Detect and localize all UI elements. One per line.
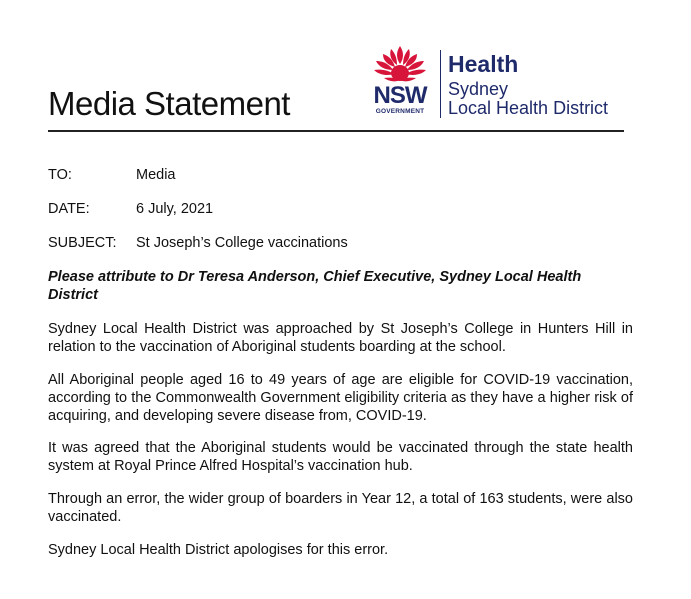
page-title: Media Statement — [48, 85, 290, 122]
subject-value: St Joseph’s College vaccinations — [136, 235, 348, 251]
date-value: 6 July, 2021 — [136, 201, 214, 217]
paragraph: Through an error, the wider group of boarders in Year 12, a total of 163 students, were also vaccinated. — [48, 491, 633, 525]
paragraph: All Aboriginal people aged 16 to 49 years of age are eligible for COVID-19 vaccination, according to the Commonwealth Government eligibility criteria as they have a higher risk of acquiring, and developing severe disease from, COVID-19. — [48, 372, 633, 424]
to-value: Media — [136, 167, 176, 183]
subject-label: SUBJECT: — [48, 235, 117, 251]
paragraph: It was agreed that the Aboriginal students would be vaccinated through the state health system at Royal Prince Alfred Hospital’s vaccination hub. — [48, 440, 633, 474]
to-label: TO: — [48, 167, 72, 183]
logo-divider — [440, 50, 441, 118]
paragraph: Sydney Local Health District apologises for this error. — [48, 542, 389, 558]
date-label: DATE: — [48, 201, 90, 217]
date-row — [48, 200, 213, 218]
logo-nsw-text: NSW — [373, 82, 427, 109]
subject-row — [48, 234, 348, 252]
waratah-icon — [370, 44, 430, 84]
paragraph: Sydney Local Health District was approached by St Joseph’s College in Hunters Hill in relation to the vaccination of Aboriginal students boarding at the school. — [48, 321, 633, 355]
to-row — [48, 166, 176, 184]
attribution: Please attribute to Dr Teresa Anderson, Chief Executive, Sydney Local Health District — [48, 269, 582, 303]
logo-district-line2: Local Health District — [448, 98, 609, 118]
logo-government-text: GOVERNMENT — [375, 108, 425, 115]
logo-health-text: Health — [448, 51, 519, 77]
header-rule — [48, 130, 624, 132]
logo-district-line1: Sydney — [448, 79, 509, 99]
